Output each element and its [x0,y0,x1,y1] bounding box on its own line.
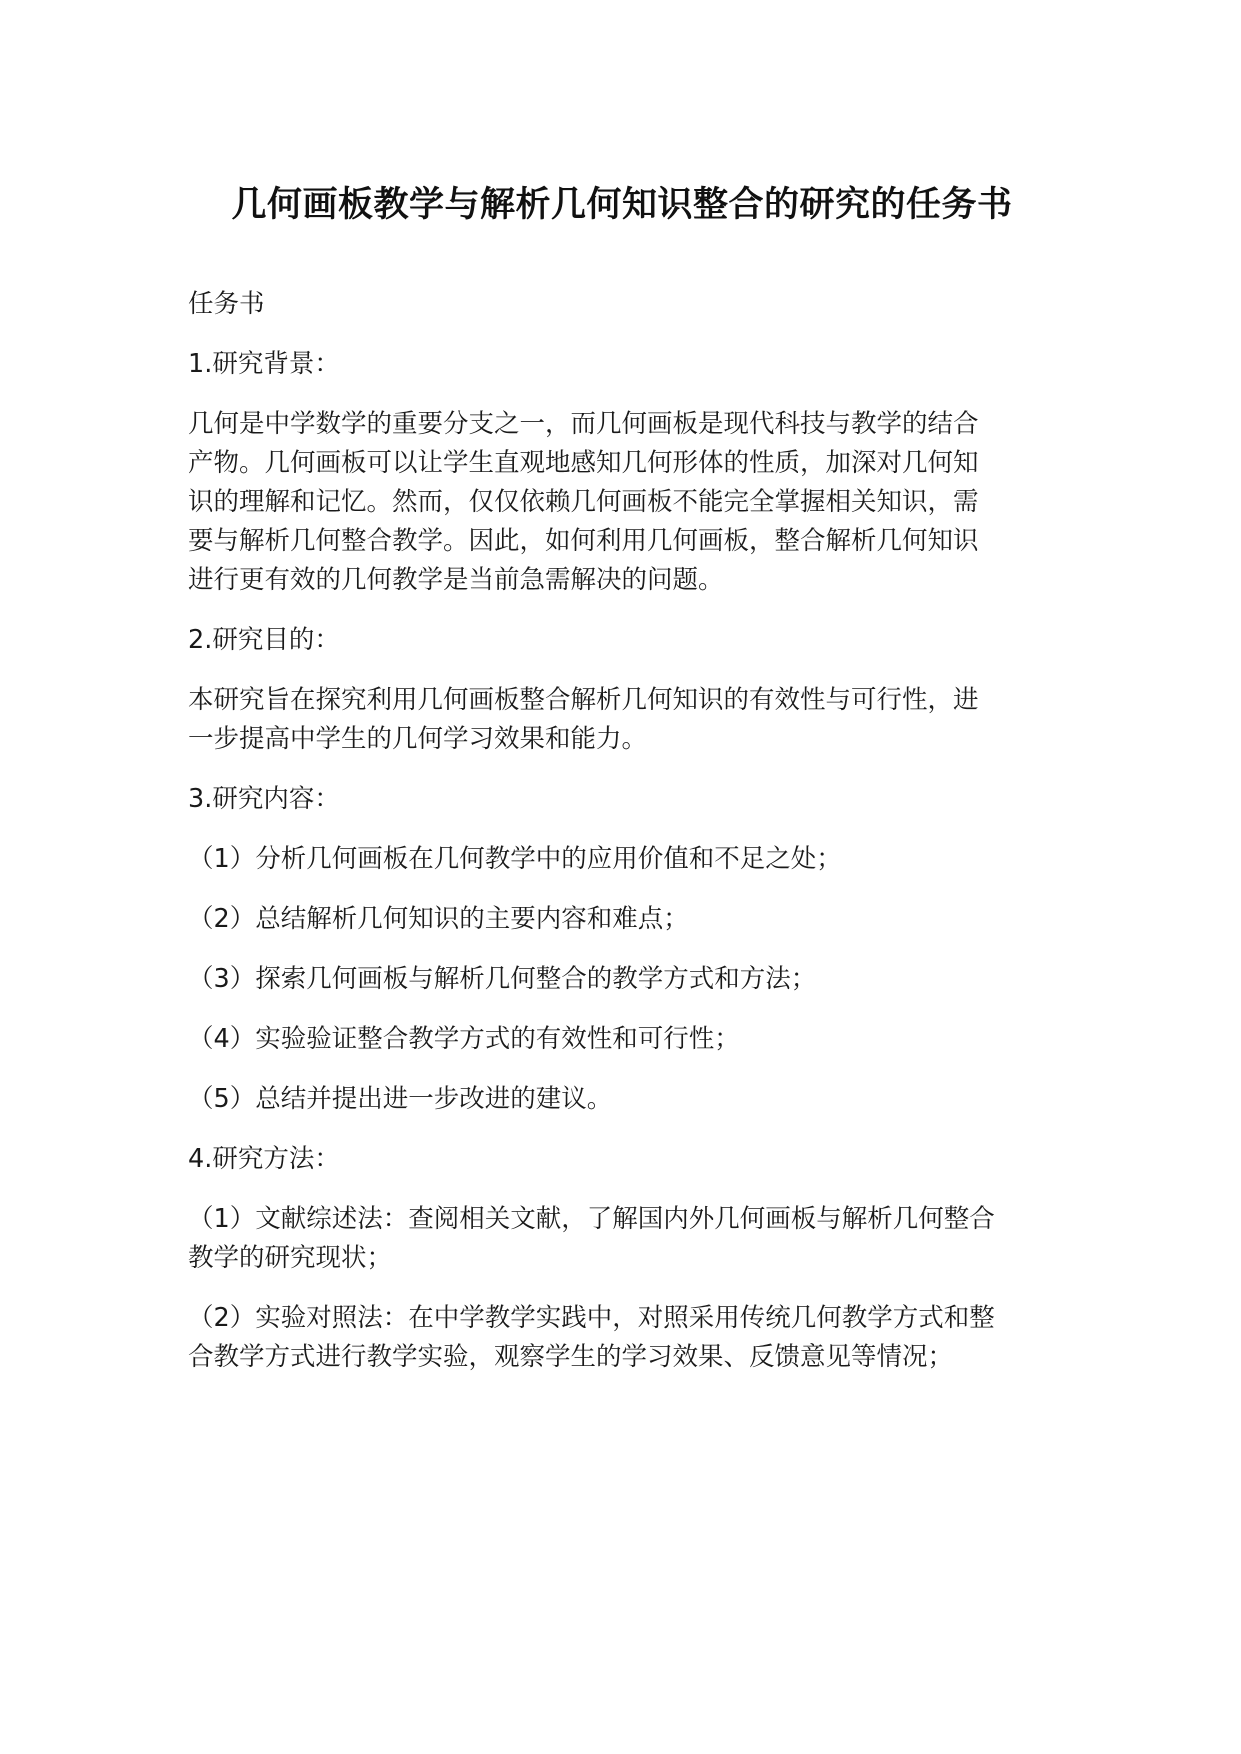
paragraph-line: 进行更有效的几何教学是当前急需解决的问题。 [188,565,724,595]
content-item: （5）总结并提出进一步改进的建议。 [188,1084,613,1114]
paragraph-line: （2）实验对照法：在中学教学实践中，对照采用传统几何教学方式和整 [188,1303,995,1333]
content-item: （1）分析几何画板在几何教学中的应用价值和不足之处； [188,844,842,874]
section-heading-purpose: 2.研究目的： [188,625,340,655]
document-body [188,285,1056,1377]
method-item [188,1200,1056,1278]
paragraph-line: （1）文献综述法：查阅相关文献，了解国内外几何画板与解析几何整合 [188,1204,995,1234]
content-item: （4）实验验证整合教学方式的有效性和可行性； [188,1024,740,1054]
paragraph-line: 本研究旨在探究利用几何画板整合解析几何知识的有效性与可行性，进 [188,685,979,715]
document-title: 几何画板教学与解析几何知识整合的研究的任务书 [231,185,1013,225]
task-label: 任务书 [188,289,265,319]
section-heading-methods: 4.研究方法： [188,1144,340,1174]
content-item: （2）总结解析几何知识的主要内容和难点； [188,904,689,934]
purpose-paragraph [188,681,1056,759]
paragraph-line: 识的理解和记忆。然而，仅仅依赖几何画板不能完全掌握相关知识，需 [188,487,979,517]
paragraph-line: 合教学方式进行教学实验，观察学生的学习效果、反馈意见等情况； [188,1342,954,1372]
paragraph-line: 一步提高中学生的几何学习效果和能力。 [188,724,648,754]
background-paragraph [188,405,1056,600]
section-heading-content: 3.研究内容： [188,784,340,814]
paragraph-line: 要与解析几何整合教学。因此，如何利用几何画板，整合解析几何知识 [188,526,979,556]
method-item [188,1299,1056,1377]
paragraph-line: 产物。几何画板可以让学生直观地感知几何形体的性质，加深对几何知 [188,448,979,478]
content-item: （3）探索几何画板与解析几何整合的教学方式和方法； [188,964,817,994]
paragraph-line: 几何是中学数学的重要分支之一，而几何画板是现代科技与教学的结合 [188,409,979,439]
section-heading-background: 1.研究背景： [188,349,340,379]
paragraph-line: 教学的研究现状； [188,1243,393,1273]
